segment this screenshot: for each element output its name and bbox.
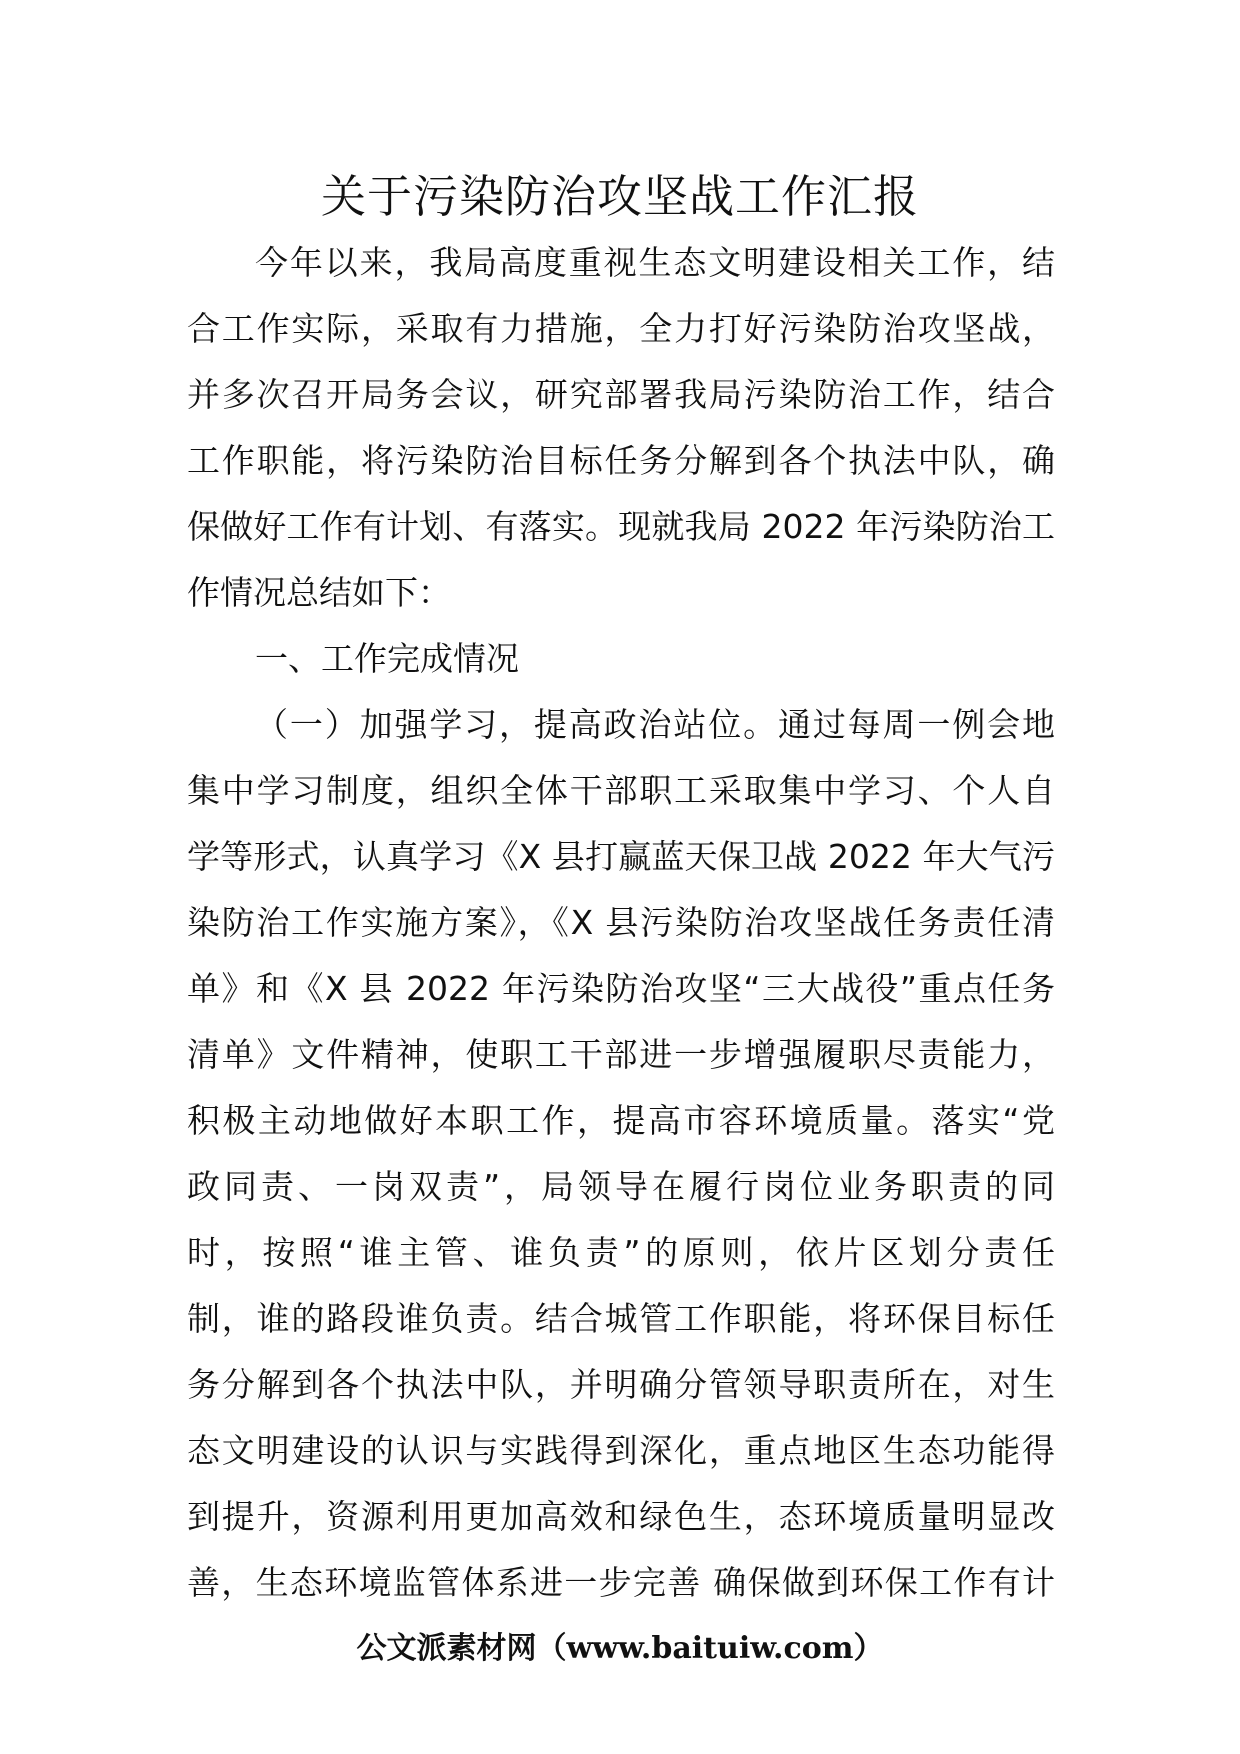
body-line: 工作职能，将污染防治目标任务分解到各个执法中队，确 [187, 441, 1055, 480]
section-heading: 一、工作完成情况 [255, 639, 519, 678]
body-line: 到提升，资源利用更加高效和绿色生，态环境质量明显改 [187, 1497, 1055, 1536]
body-line: 积极主动地做好本职工作，提高市容环境质量。落实“党 [187, 1101, 1055, 1140]
body-line: 政同责、一岗双责”，局领导在履行岗位业务职责的同 [187, 1167, 1055, 1206]
body-line: 时，按照“谁主管、谁负责”的原则，依片区划分责任 [187, 1233, 1055, 1272]
body-line: 务分解到各个执法中队，并明确分管领导职责所在，对生 [187, 1365, 1055, 1404]
body-line: 染防治工作实施方案》，《X 县污染防治攻坚战任务责任清 [187, 903, 1055, 942]
body-line: 今年以来，我局高度重视生态文明建设相关工作，结 [255, 243, 1055, 282]
source-footer: 公文派素材网（www.baituiw.com） [356, 1631, 884, 1666]
body-line: 善，生态环境监管体系进一步完善 确保做到环保工作有计 [187, 1563, 1055, 1602]
document-body [187, 230, 1055, 1616]
body-line: 并多次召开局务会议，研究部署我局污染防治工作，结合 [187, 375, 1055, 414]
body-line: 合工作实际，采取有力措施，全力打好污染防治攻坚战， [187, 309, 1055, 348]
body-line: 态文明建设的认识与实践得到深化，重点地区生态功能得 [187, 1431, 1055, 1470]
body-line: 作情况总结如下： [187, 573, 451, 612]
body-line: （一）加强学习，提高政治站位。通过每周一例会地 [255, 705, 1055, 744]
body-line: 制，谁的路段谁负责。结合城管工作职能，将环保目标任 [187, 1299, 1055, 1338]
body-line: 单》和《X 县 2022 年污染防治攻坚“三大战役”重点任务 [187, 969, 1055, 1008]
body-line: 学等形式，认真学习《X 县打赢蓝天保卫战 2022 年大气污 [187, 837, 1055, 876]
body-line: 集中学习制度，组织全体干部职工采取集中学习、个人自 [187, 771, 1055, 810]
document-title: 关于污染防治攻坚战工作汇报 [320, 170, 919, 223]
body-line: 清单》文件精神，使职工干部进一步增强履职尽责能力， [187, 1035, 1055, 1074]
body-line: 保做好工作有计划、有落实。现就我局 2022 年污染防治工 [187, 507, 1055, 546]
